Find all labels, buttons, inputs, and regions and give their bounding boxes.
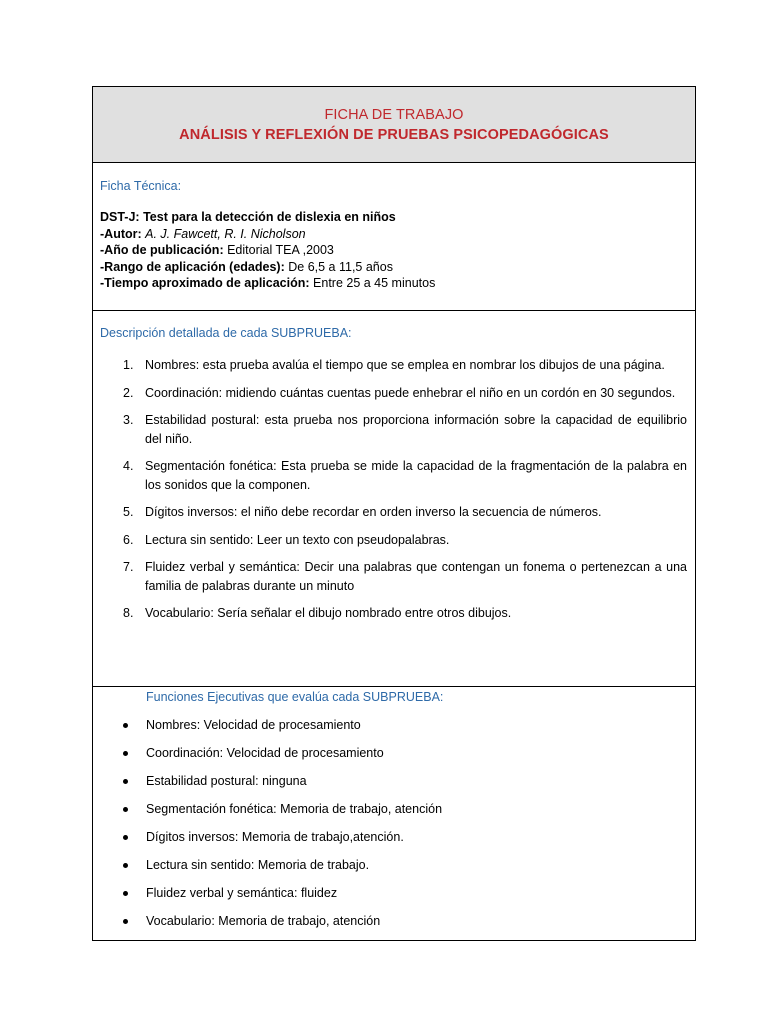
item-text: Velocidad de procesamiento <box>226 746 384 760</box>
tiempo-value: Entre 25 a 45 minutos <box>313 276 436 290</box>
list-item <box>100 457 695 494</box>
item-number: 8. <box>123 606 134 620</box>
ficha-tecnica-section <box>93 163 695 311</box>
list-item <box>146 716 695 734</box>
rango-line <box>100 259 695 276</box>
item-label: Coordinación: <box>146 746 224 760</box>
worksheet-title: FICHA DE TRABAJO <box>324 106 464 123</box>
worksheet-subtitle: ANÁLISIS Y REFLEXIÓN DE PRUEBAS PSICOPEDAGÓGICAS <box>179 126 609 143</box>
bullet-icon <box>123 891 128 896</box>
list-item <box>100 604 695 623</box>
list-item <box>146 884 695 902</box>
test-label: DST-J: <box>100 210 140 224</box>
test-value: Test para la detección de dislexia en niños <box>143 210 396 224</box>
item-label: Fluidez verbal y semántica: <box>146 886 298 900</box>
item-label: Estabilidad postural: <box>145 413 260 427</box>
test-line <box>100 209 695 226</box>
item-number: 1. <box>123 358 134 372</box>
list-item <box>100 558 695 595</box>
item-text: Decir una palabras que contengan un fonema o pertenezcan a una familia de palabras durante un minuto <box>145 560 687 593</box>
descripcion-list <box>100 356 695 623</box>
anio-label: -Año de publicación: <box>100 243 224 257</box>
item-text: Memoria de trabajo, atención <box>280 802 443 816</box>
item-text: Leer un texto con pseudopalabras. <box>256 532 450 547</box>
bullet-icon <box>123 723 128 728</box>
descripcion-section <box>93 311 695 687</box>
item-label: Vocabulario: <box>146 914 215 928</box>
rango-label: -Rango de aplicación (edades): <box>100 259 285 274</box>
list-item <box>146 828 695 846</box>
tiempo-line <box>100 275 695 292</box>
bullet-icon <box>123 919 128 924</box>
list-item <box>146 744 695 762</box>
list-item <box>100 356 695 375</box>
anio-value: Editorial TEA ,2003 <box>227 243 334 257</box>
item-label: Lectura sin sentido: <box>145 532 254 547</box>
item-label: Nombres: <box>145 358 200 372</box>
item-text: esta prueba avalúa el tiempo que se emplea en nombrar los dibujos de una página. <box>202 358 665 372</box>
tiempo-label: -Tiempo aproximado de aplicación: <box>100 276 310 290</box>
item-text: Velocidad de procesamiento <box>203 718 361 732</box>
bullet-icon <box>123 779 128 784</box>
list-item <box>146 856 695 874</box>
item-text: ninguna <box>262 774 307 788</box>
item-label: Vocabulario: <box>145 606 214 620</box>
item-number: 7. <box>123 560 134 574</box>
worksheet-table <box>92 86 696 941</box>
item-label: Dígitos inversos: <box>145 505 238 519</box>
item-text: Memoria de trabajo, atención <box>218 914 381 928</box>
list-item <box>100 411 695 448</box>
item-number: 2. <box>123 385 134 400</box>
bullet-icon <box>123 835 128 840</box>
list-item <box>100 503 695 522</box>
funciones-list <box>146 716 695 930</box>
list-item <box>146 800 695 818</box>
item-label: Fluidez verbal y semántica: <box>145 560 300 574</box>
autor-line <box>100 226 695 243</box>
list-item <box>146 912 695 930</box>
item-text: el niño debe recordar en orden inverso la secuencia de números. <box>240 505 602 519</box>
bullet-icon <box>123 807 128 812</box>
list-item <box>100 384 695 403</box>
item-text: midiendo cuántas cuentas puede enhebrar el niño en un cordón en 30 segundos. <box>225 385 676 400</box>
rango-value: De 6,5 a 11,5 años <box>288 259 393 274</box>
item-number: 6. <box>123 532 134 547</box>
item-text: Memoria de trabajo,atención. <box>241 830 404 844</box>
item-number: 4. <box>123 459 134 473</box>
item-label: Estabilidad postural: <box>146 774 259 788</box>
item-text: Memoria de trabajo. <box>257 858 370 872</box>
item-label: Segmentación fonética: <box>145 459 277 473</box>
item-label: Dígitos inversos: <box>146 830 239 844</box>
worksheet-header <box>93 87 695 163</box>
item-label: Lectura sin sentido: <box>146 858 255 872</box>
item-text: fluidez <box>300 886 338 900</box>
item-text: Sería señalar el dibujo nombrado entre otros dibujos. <box>217 606 512 620</box>
bullet-icon <box>123 751 128 756</box>
item-label: Nombres: <box>146 718 201 732</box>
list-item <box>100 531 695 550</box>
item-label: Coordinación: <box>145 385 223 400</box>
funciones-title: Funciones Ejecutivas que evalúa cada SUBPRUEBA: <box>146 690 444 704</box>
item-text: Esta prueba se mide la capacidad de la fragmentación de la palabra en los sonidos que la componen. <box>145 459 688 492</box>
item-number: 5. <box>123 505 134 519</box>
item-text: esta prueba nos proporciona información sobre la capacidad de equilibrio del niño. <box>145 413 687 446</box>
ficha-tecnica-lines <box>100 209 695 292</box>
list-item <box>146 772 695 790</box>
anio-line <box>100 242 695 259</box>
item-number: 3. <box>123 413 134 427</box>
item-label: Segmentación fonética: <box>146 802 277 816</box>
ficha-tecnica-title: Ficha Técnica: <box>100 179 182 193</box>
funciones-section <box>93 687 695 942</box>
autor-label: -Autor: <box>100 226 142 241</box>
descripcion-title: Descripción detallada de cada SUBPRUEBA: <box>100 326 352 340</box>
autor-value: A. J. Fawcett, R. I. Nicholson <box>145 226 306 241</box>
bullet-icon <box>123 863 128 868</box>
